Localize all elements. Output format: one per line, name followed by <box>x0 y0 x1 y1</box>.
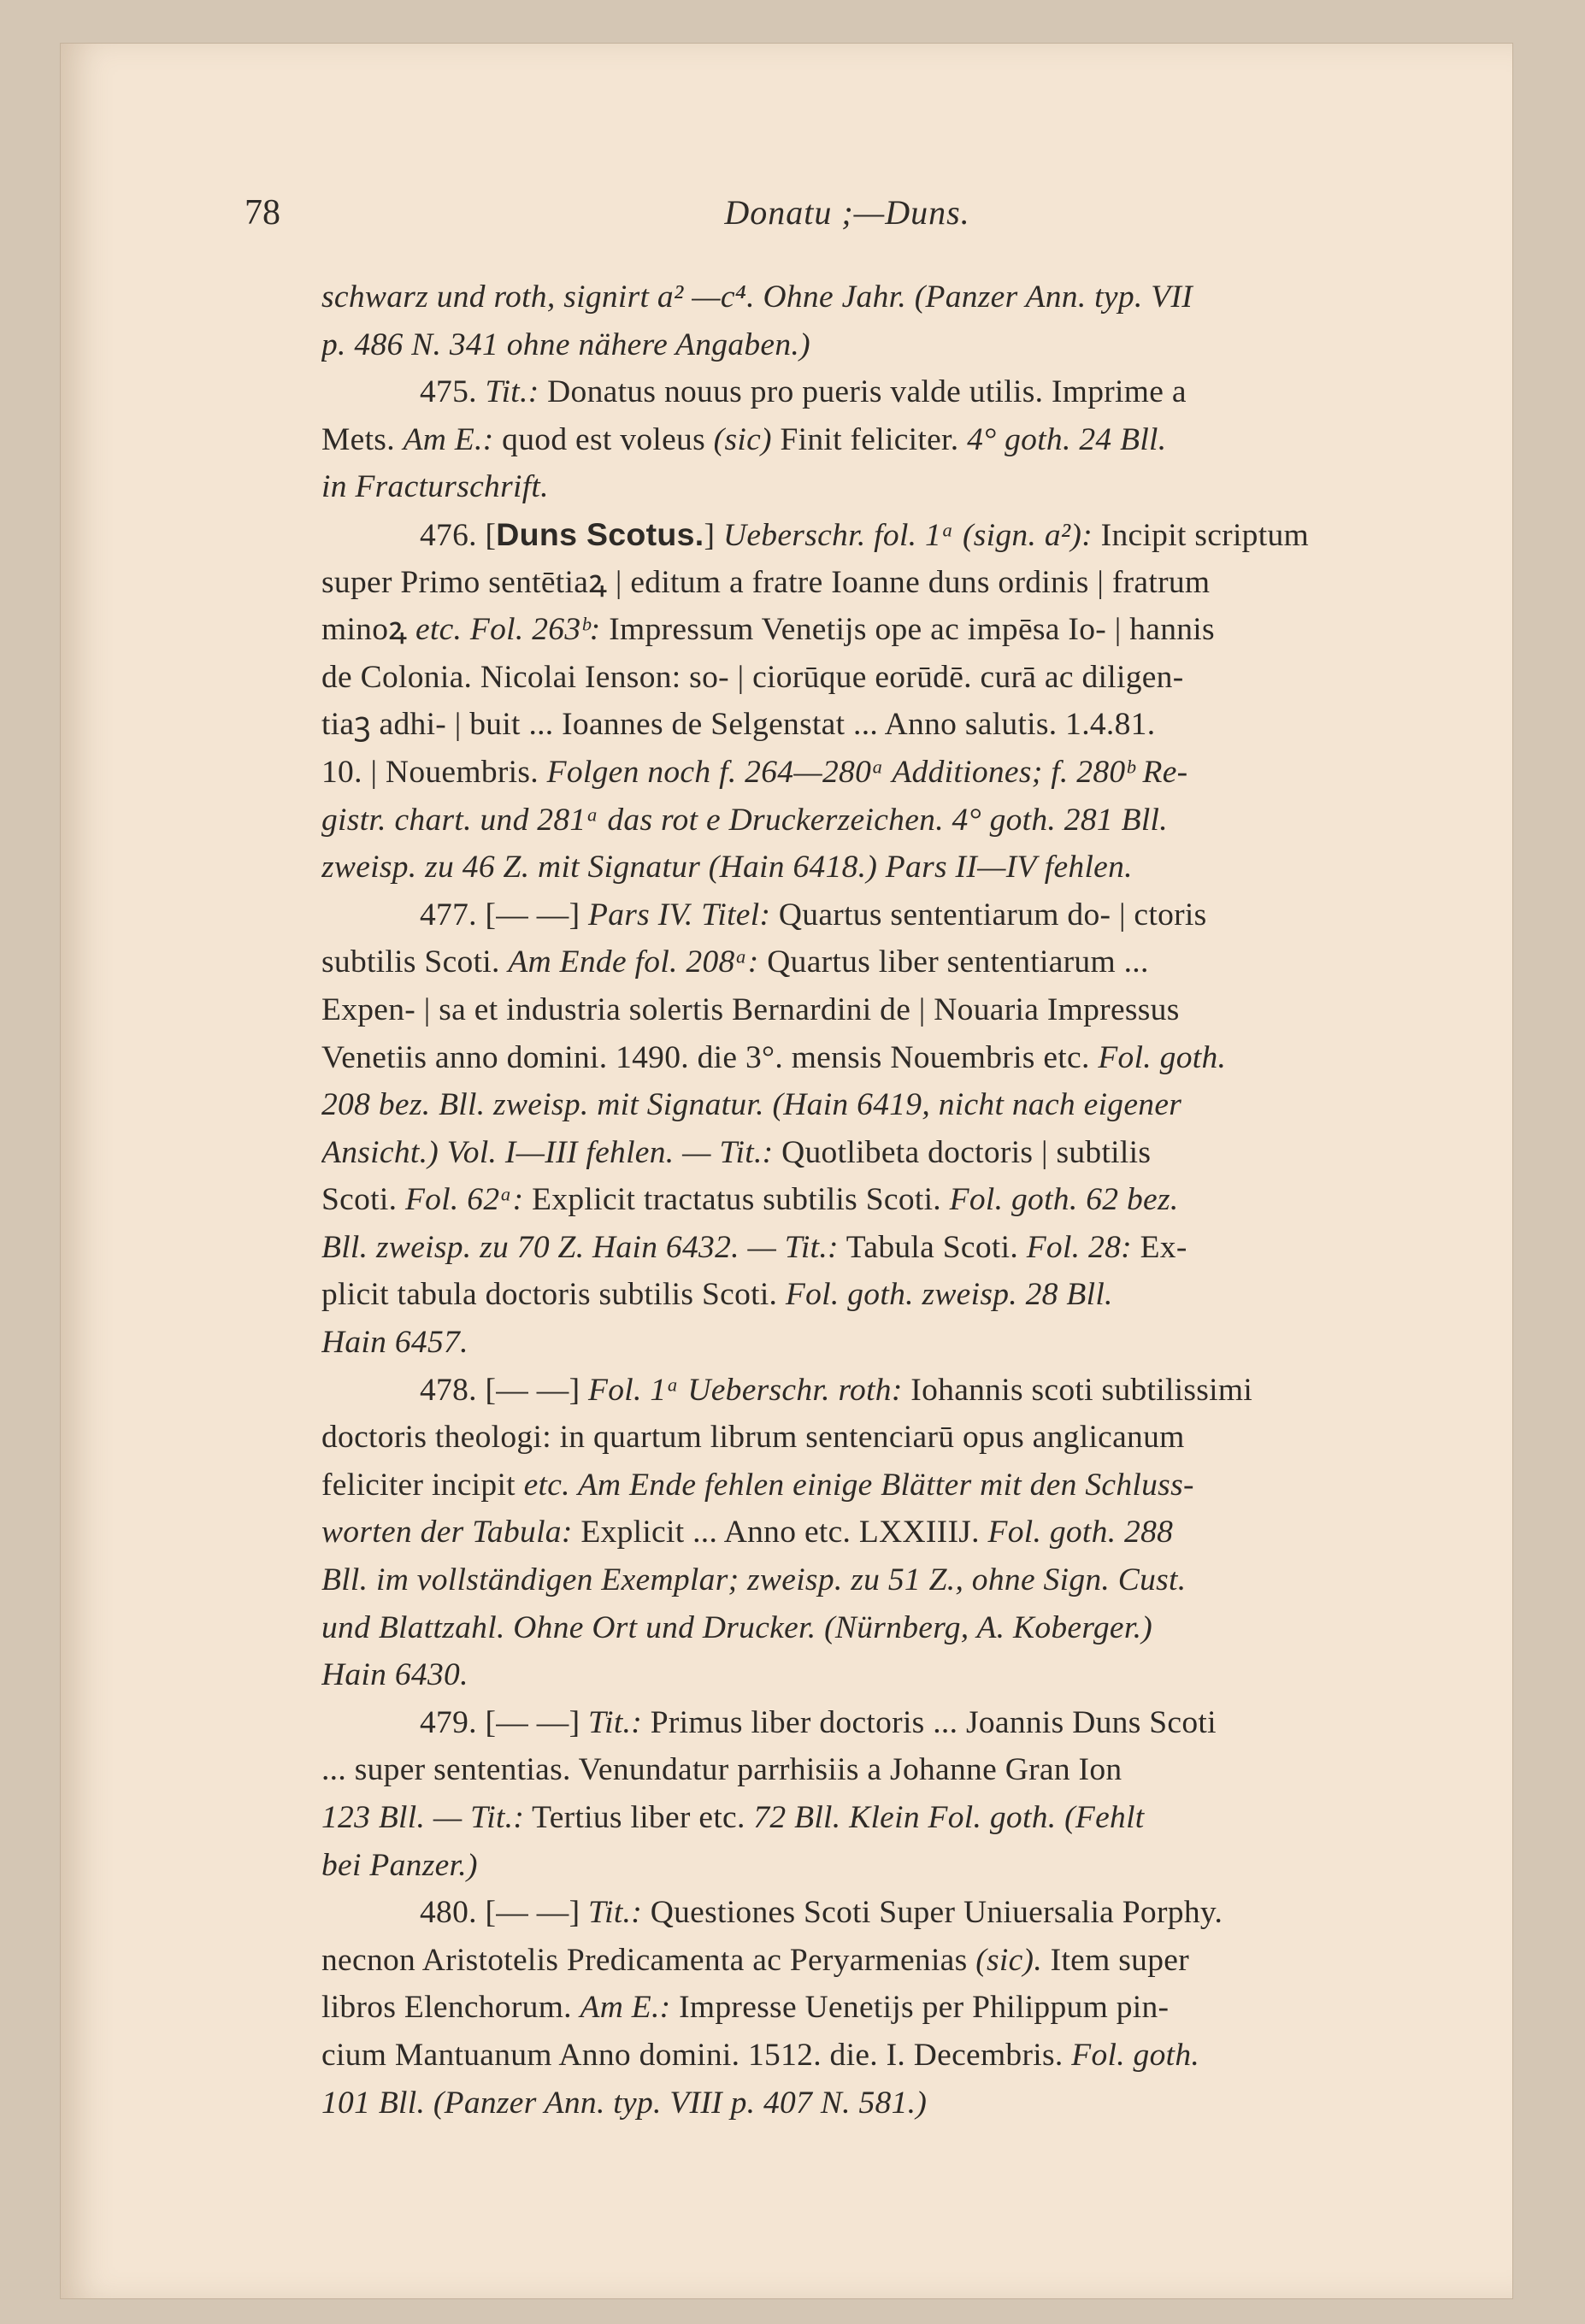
text-line: 480. [— —] Tit.: Questiones Scoti Super Uniuersalia Porphy. <box>420 1895 1223 1931</box>
text-line: cium Mantuanum Anno domini. 1512. die. I. Decembris. Fol. goth. <box>321 2037 1200 2073</box>
text-line: Hain 6457. <box>321 1325 468 1361</box>
text-line: zweisp. zu 46 Z. mit Signatur (Hain 6418.) Pars II—IV fehlen. <box>321 850 1133 885</box>
text-line: schwarz und roth, signirt a² —c⁴. Ohne Jahr. (Panzer Ann. typ. VII <box>321 279 1193 315</box>
text-line: Mets. Am E.: quod est voleus (sic) Finit feliciter. 4° goth. 24 Bll. <box>321 421 1167 457</box>
text-line: bei Panzer.) <box>321 1847 478 1883</box>
text-line: 123 Bll. — Tit.: Tertius liber etc. 72 Bll. Klein Fol. goth. (Fehlt <box>321 1800 1145 1835</box>
text-line: gistr. chart. und 281ᵃ das rot e Druckerzeichen. 4° goth. 281 Bll. <box>321 802 1168 838</box>
text-line: Hain 6430. <box>321 1657 468 1693</box>
text-line: 208 bez. Bll. zweisp. mit Signatur. (Hain 6419, nicht nach eigener <box>321 1087 1182 1123</box>
page-header <box>245 192 1450 244</box>
text-line: ... super sententias. Venundatur parrhisiis a Johanne Gran Ion <box>321 1752 1122 1788</box>
text-line: 477. [— —] Pars IV. Titel: Quartus sententiarum do- | ctoris <box>420 897 1207 933</box>
text-line: de Colonia. Nicolai Ienson: so- | ciorūque eorūdē. curā ac diligen- <box>321 659 1184 695</box>
text-line: subtilis Scoti. Am Ende fol. 208ᵃ: Quartus liber sententiarum ... <box>321 944 1149 980</box>
text-line: super Primo sentētiaꝝ | editum a fratre Ioanne duns ordinis | fratrum <box>321 564 1211 600</box>
text-line: plicit tabula doctoris subtilis Scoti. Fol. goth. zweisp. 28 Bll. <box>321 1277 1113 1313</box>
text-line: 479. [— —] Tit.: Primus liber doctoris ... Joannis Duns Scoti <box>420 1704 1217 1740</box>
text-line: Venetiis anno domini. 1490. die 3°. mensis Nouembris etc. Fol. goth. <box>321 1039 1227 1075</box>
text-line: Bll. im vollständigen Exemplar; zweisp. zu 51 Z., ohne Sign. Cust. <box>321 1562 1187 1598</box>
text-line: Expen- | sa et industria solertis Bernardini de | Nouaria Impressus <box>321 991 1180 1027</box>
text-line: 101 Bll. (Panzer Ann. typ. VIII p. 407 N. 581.) <box>321 2085 928 2121</box>
text-line: Scoti. Fol. 62ᵃ: Explicit tractatus subtilis Scoti. Fol. goth. 62 bez. <box>321 1182 1179 1218</box>
text-line: 478. [— —] Fol. 1ᵃ Ueberschr. roth: Iohannis scoti subtilissimi <box>420 1372 1253 1408</box>
text-line: 476. [Duns Scotus.] Ueberschr. fol. 1ᵃ (sign. a²): Incipit scriptum <box>420 515 1309 553</box>
text-line: tiaꝫ adhi- | buit ... Ioannes de Selgenstat ... Anno salutis. 1.4.81. <box>321 707 1156 743</box>
text-line: doctoris theologi: in quartum librum sentenciarū opus anglicanum <box>321 1420 1185 1456</box>
text-line: 475. Tit.: Donatus nouus pro pueris valde utilis. Imprime a <box>420 374 1187 410</box>
page-number: 78 <box>245 193 280 232</box>
text-line: und Blattzahl. Ohne Ort und Drucker. (Nürnberg, A. Koberger.) <box>321 1609 1153 1645</box>
text-line: 10. | Nouembris. Folgen noch f. 264—280ᵃ Additiones; f. 280ᵇ Re- <box>321 754 1188 790</box>
text-line: Bll. zweisp. zu 70 Z. Hain 6432. — Tit.: Tabula Scoti. Fol. 28: Ex- <box>321 1229 1187 1265</box>
text-line: p. 486 N. 341 ohne nähere Angaben.) <box>321 327 810 362</box>
text-line: in Fracturschrift. <box>321 469 549 505</box>
catalog-text <box>321 274 1452 2127</box>
text-line: Ansicht.) Vol. I—III fehlen. — Tit.: Quotlibeta doctoris | subtilis <box>321 1134 1152 1170</box>
text-line: libros Elenchorum. Am E.: Impresse Uenetijs per Philippum pin- <box>321 1990 1170 2026</box>
text-line: minoꝝ etc. Fol. 263ᵇ: Impressum Venetijs ope ac impēsa Io- | hannis <box>321 612 1215 648</box>
text-line: feliciter incipit etc. Am Ende fehlen einige Blätter mit den Schluss- <box>321 1467 1194 1503</box>
running-head: Donatu ;—Duns. <box>724 193 970 232</box>
text-line: necnon Aristotelis Predicamenta ac Peryarmenias (sic). Item super <box>321 1942 1189 1978</box>
text-line: worten der Tabula: Explicit ... Anno etc. LXXIIIJ. Fol. goth. 288 <box>321 1515 1174 1550</box>
